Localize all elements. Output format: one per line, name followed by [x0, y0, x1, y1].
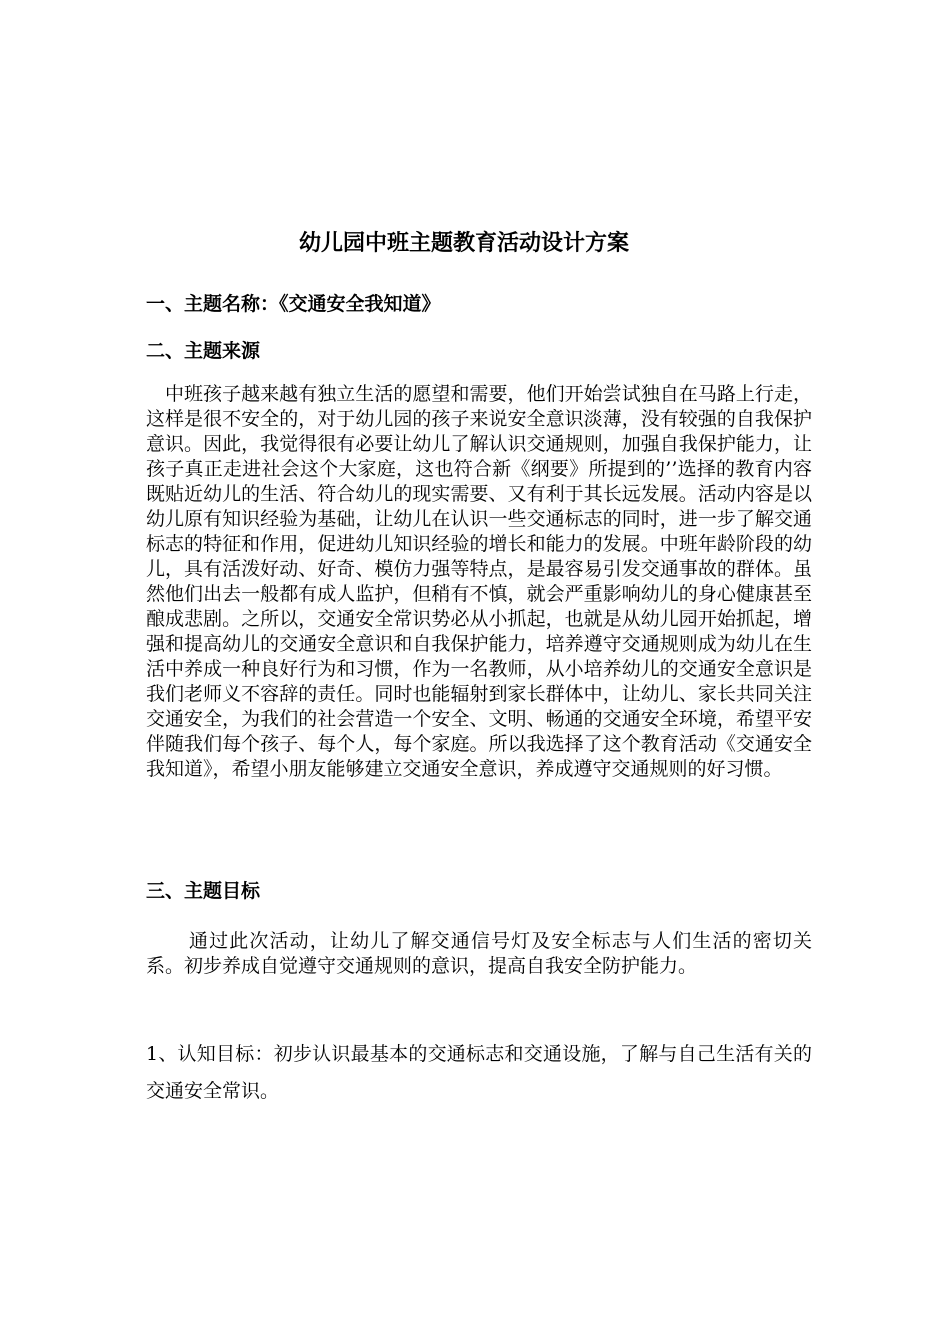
section-heading-theme-source: 二、主题来源: [146, 340, 261, 362]
theme-goals-paragraph: 通过此次活动，让幼儿了解交通信号灯及安全标志与人们生活的密切关系。初步养成自觉遵守交通规则的意识，提高自我安全防护能力。: [146, 930, 812, 977]
document-title: 幼儿园中班主题教育活动设计方案: [298, 231, 629, 256]
section-heading-theme-name: 一、主题名称：《交通安全我知道》: [146, 293, 441, 315]
theme-source-paragraph: 中班孩子越来越有独立生活的愿望和需要，他们开始尝试独自在马路上行走，这样是很不安全的，对于幼儿园的孩子来说安全意识淡薄，没有较强的自我保护意识。因此，我觉得很有必要让幼儿了解认识交通规则，加强自我保护能力，让孩子真正走进社会这个大家庭，这也符合新《纲要》所提到的’’选择的教育内容既贴近幼儿的生活、符合幼儿的现实需要、又有利于其长远发展。活动内容是以幼儿原有知识经验为基础，让幼儿在认识一些交通标志的同时，进一步了解交通标志的特征和作用，促进幼儿知识经验的增长和能力的发展。中班年龄阶段的幼儿，具有活泼好动、好奇、模仿力强等特点，是最容易引发交通事故的群体。虽然他们出去一般都有成人监护，但稍有不慎，就会严重影响幼儿的身心健康甚至酿成悲剧。之所以，交通安全常识势必从小抓起，也就是从幼儿园开始抓起，增强和提高幼儿的交通安全意识和自我保护能力，培养遵守交通规则成为幼儿在生活中养成一种良好行为和习惯，作为一名教师，从小培养幼儿的交通安全意识是我们老师义不容辞的责任。同时也能辐射到家长群体中，让幼儿、家长共同关注交通安全，为我们的社会营造一个安全、文明、畅通的交通安全环境，希望平安伴随我们每个孩子、每个人，每个家庭。所以我选择了这个教育活动《交通安全我知道》，希望小朋友能够建立交通安全意识，养成遵守交通规则的好习惯。: [146, 383, 812, 780]
section-heading-theme-goals: 三、主题目标: [146, 880, 261, 902]
cognitive-goal-item: 1、认知目标：初步认识最基本的交通标志和交通设施，了解与自己生活有关的交通安全常识。: [146, 1043, 812, 1102]
